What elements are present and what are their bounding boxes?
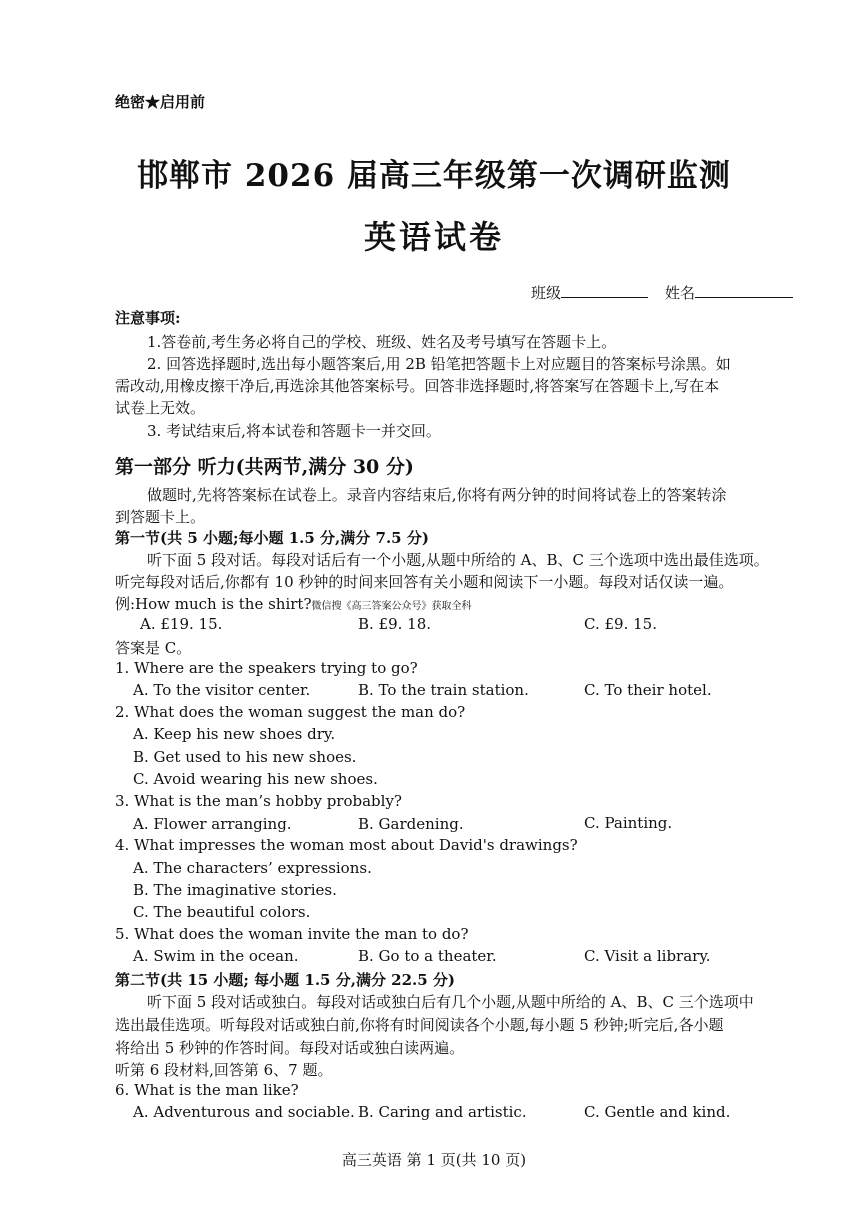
class-field[interactable] <box>531 282 648 303</box>
q6-option-a: A. Adventurous and sociable. <box>133 1103 355 1121</box>
q4-option-b: B. The imaginative stories. <box>133 881 337 899</box>
watermark-text: 微信搜《高三答案公众号》获取全科 <box>311 601 472 612</box>
notice-heading: 注意事项: <box>115 309 181 327</box>
q2-option-b: B. Get used to his new shoes. <box>133 748 357 766</box>
part1-intro: 做题时,先将答案标在试卷上。录音内容结束后,你将有两分钟的时间将试卷上的答案转涂 <box>147 486 727 504</box>
q2-option-a: A. Keep his new shoes dry. <box>133 725 336 743</box>
q4-option-a: A. The characters’ expressions. <box>133 859 372 877</box>
question-6: 6. What is the man like? <box>115 1081 299 1099</box>
section2-intro-cont: 选出最佳选项。听每段对话或独白前,你将有时间阅读各个小题,每小题 5 秒钟;听完后,各小题 <box>115 1016 724 1034</box>
section1-heading: 第一节(共 5 小题;每小题 1.5 分,满分 7.5 分) <box>115 529 429 547</box>
name-label: 姓名 <box>665 284 696 302</box>
question-2: 2. What does the woman suggest the man do? <box>115 703 466 721</box>
q4-option-c: C. The beautiful colors. <box>133 903 311 921</box>
exam-title: 邯郸市 2026 届高三年级第一次调研监测 <box>137 158 731 194</box>
q1-option-a: A. To the visitor center. <box>133 681 311 699</box>
q6-option-c: C. Gentle and kind. <box>584 1103 731 1121</box>
example-option-c: C. £9. 15. <box>584 615 657 633</box>
q3-option-a: A. Flower arranging. <box>133 815 292 833</box>
example-question <box>115 593 471 614</box>
notice-item-3: 3. 考试结束后,将本试卷和答题卡一并交回。 <box>147 422 441 440</box>
notice-item-1: 1.答卷前,考生务必将自己的学校、班级、姓名及考号填写在答题卡上。 <box>147 333 617 351</box>
q1-option-b: B. To the train station. <box>358 681 529 699</box>
part1-intro-cont: 到答题卡上。 <box>115 508 206 526</box>
section2-intro: 听下面 5 段对话或独白。每段对话或独白后有几个小题,从题中所给的 A、B、C 三个选项中 <box>147 993 754 1011</box>
question-5: 5. What does the woman invite the man to do? <box>115 925 469 943</box>
q5-option-c: C. Visit a library. <box>584 947 711 965</box>
q3-option-b: B. Gardening. <box>358 815 464 833</box>
q5-option-a: A. Swim in the ocean. <box>133 947 299 965</box>
q5-option-b: B. Go to a theater. <box>358 947 497 965</box>
example-option-a: A. £19. 15. <box>140 615 223 633</box>
section1-intro: 听下面 5 段对话。每段对话后有一个小题,从题中所给的 A、B、C 三个选项中选出最佳选项。 <box>147 551 769 569</box>
q2-option-c: C. Avoid wearing his new shoes. <box>133 770 378 788</box>
notice-item-2-cont: 需改动,用橡皮擦干净后,再选涂其他答案标号。回答非选择题时,将答案写在答题卡上,写在本 <box>115 377 720 395</box>
material-6-instruction: 听第 6 段材料,回答第 6、7 题。 <box>115 1061 333 1079</box>
section1-intro-cont: 听完每段对话后,你都有 10 秒钟的时间来回答有关小题和阅读下一小题。每段对话仅读一遍。 <box>115 573 734 591</box>
section2-intro-end: 将给出 5 秒钟的作答时间。每段对话或独白读两遍。 <box>115 1039 465 1057</box>
secret-mark: 绝密★启用前 <box>115 93 206 111</box>
page-footer: 高三英语 第 1 页(共 10 页) <box>341 1151 527 1169</box>
question-3: 3. What is the man’s hobby probably? <box>115 792 402 810</box>
example-question-text: 例:How much is the shirt? <box>115 595 312 613</box>
q3-option-c: C. Painting. <box>584 814 673 832</box>
exam-subtitle: 英语试卷 <box>363 218 504 256</box>
example-option-b: B. £9. 18. <box>358 615 432 633</box>
q1-option-c: C. To their hotel. <box>584 681 712 699</box>
class-label: 班级 <box>531 284 562 302</box>
section2-heading: 第二节(共 15 小题; 每小题 1.5 分,满分 22.5 分) <box>115 971 456 989</box>
example-answer: 答案是 C。 <box>115 639 192 657</box>
question-4: 4. What impresses the woman most about David's drawings? <box>115 836 578 854</box>
part1-heading: 第一部分 听力(共两节,满分 30 分) <box>115 456 414 478</box>
notice-item-2-end: 试卷上无效。 <box>115 399 206 417</box>
name-blank[interactable] <box>695 283 793 298</box>
q6-option-b: B. Caring and artistic. <box>358 1103 527 1121</box>
notice-item-2: 2. 回答选择题时,选出每小题答案后,用 2B 铅笔把答题卡上对应题目的答案标号涂黑。如 <box>147 355 731 373</box>
question-1: 1. Where are the speakers trying to go? <box>115 659 418 677</box>
name-field[interactable] <box>665 282 793 303</box>
class-blank[interactable] <box>561 283 648 298</box>
